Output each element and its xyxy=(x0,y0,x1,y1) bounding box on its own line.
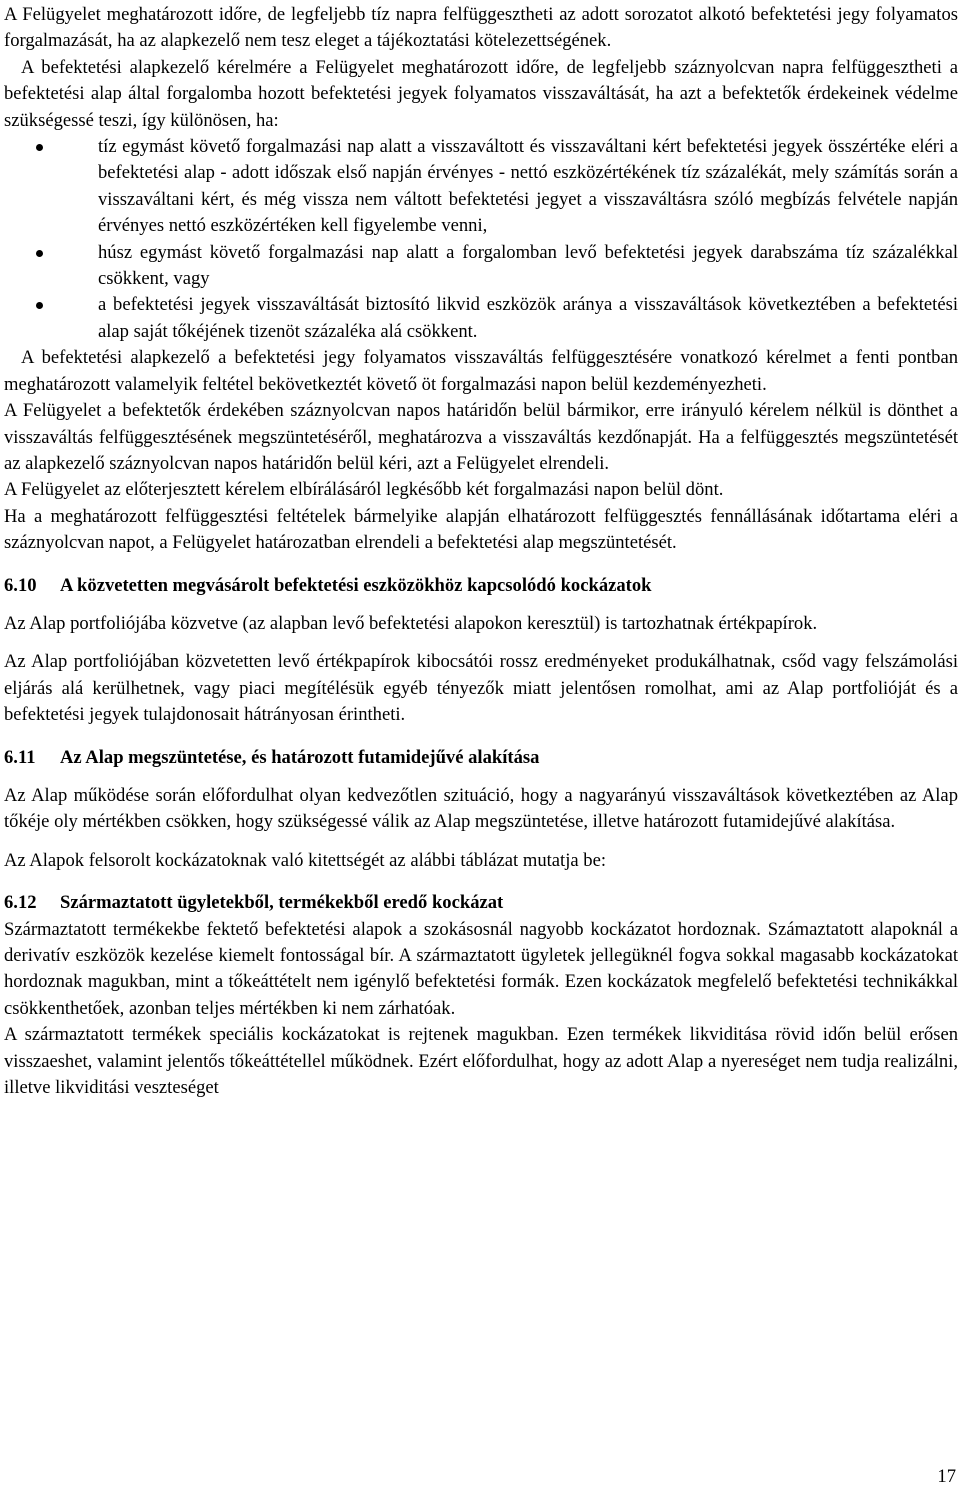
list-item xyxy=(98,292,958,345)
list-item xyxy=(98,134,958,240)
section-6-11-paragraph-1: Az Alap működése során előfordulhat olyan kedvezőtlen szituáció, hogy a nagyarányú visszaváltások következtében az Alap tőkéje oly mértékben csökken, hogy szükségessé válik az Alap megszüntetése, illetve határozott futamidejűvé alakítása. xyxy=(4,784,958,833)
section-6-10-paragraph-1: Az Alap portfoliójába közvetve (az alapban levő befektetési alapokon keresztül) is tartozhatnak értékpapírok. xyxy=(4,612,818,634)
bullet-icon xyxy=(36,250,43,257)
section-title: Az Alap megszüntetése, és határozott futamidejűvé alakítása xyxy=(60,746,540,768)
section-title: A közvetetten megvásárolt befektetési eszközökhöz kapcsolódó kockázatok xyxy=(60,574,652,596)
paragraph-suspension-ten-days: A Felügyelet meghatározott időre, de legfeljebb tíz napra felfüggesztheti az adott sorozatot alkotó befektetési jegy folyamatos forgalmazását, ha az alapkezelő nem tesz eleget a tájékoztatási kötelezettségének. xyxy=(4,4,958,52)
list-item-text: a befektetési jegyek visszaváltását biztosító likvid eszközök aránya a visszaváltások következtében a befektetési alap saját tőkéjének tizenöt százaléka alá csökkent. xyxy=(98,294,958,342)
list-item-text: tíz egymást követő forgalmazási nap alatt a visszaváltott és visszaváltani kért befektetési jegyek összértéke eléri a befektetési alap - adott időszak első napján érvényes - nettó eszközértékének tíz százalékát, mely számítás során a visszaváltani kért, és még vissza nem váltott befektetési jegyet a visszaváltásra szóló megbízás felvétele napján érvényes nettó eszközértéken kell figyelembe venni, xyxy=(98,136,958,237)
bullet-icon xyxy=(36,144,43,151)
paragraph-supervisor-decision: A Felügyelet a befektetők érdekében száznyolcvan napos határidőn belül bármikor, erre irányuló kérelem nélkül is dönthet a visszaváltás felfüggesztésének megszüntetéséről, meghatározva a visszaváltás kezdőnapját. Ha a felfüggesztés megszüntetését az alapkezelő száznyolcvan napos határidőn belül kéri, azt a Felügyelet elrendeli. xyxy=(4,400,958,474)
section-heading-6-11 xyxy=(4,745,958,771)
conditions-list xyxy=(4,134,958,345)
section-heading-6-12 xyxy=(4,890,958,916)
document-page xyxy=(4,2,958,1101)
paragraph-two-days: A Felügyelet az előterjesztett kérelem elbírálásáról legkésőbb két forgalmazási napon belül dönt. xyxy=(4,479,724,501)
section-6-12-paragraph-1: Származtatott termékekbe fektető befektetési alapok a szokásosnál nagyobb kockázatot hordoznak. Számaztatott alapoknál a derivatív eszközök kezelése kiemelt fontosságal bír. A származtatott ügyletek jellegüknél fogva sokkal magasabb kockázatokat hordoznak magukban, mint a tőkeáttételt nem igénylő befektetési formák. Ezen kockázatok megfelelő befektetési technikákkal csökkenthetőek, azonban teljes mértékben ki nem zárhatóak. xyxy=(4,918,958,1019)
section-number: 6.12 xyxy=(4,892,37,914)
paragraph-request-deadline: A befektetési alapkezelő a befektetési jegy folyamatos visszaváltás felfüggesztésére vonatkozó kérelmet a fenti pontban meghatározott valamelyik feltétel bekövetkeztét követő öt forgalmazási napon belül kezdeményezheti. xyxy=(4,347,958,395)
paragraph-fund-termination: Ha a meghatározott felfüggesztési feltételek bármelyike alapján elhatározott felfüggesztés fennállásának időtartama eléri a száznyolcvan napot, a Felügyelet határozatban elrendeli a befektetési alap megszüntetését. xyxy=(4,505,958,554)
section-heading-6-10 xyxy=(4,573,958,599)
bullet-icon xyxy=(36,302,43,309)
section-number: 6.11 xyxy=(4,746,36,768)
section-number: 6.10 xyxy=(4,574,37,596)
paragraph-suspension-180-days: A befektetési alapkezelő kérelmére a Felügyelet meghatározott időre, de legfeljebb száznyolcvan napra felfüggesztheti a befektetési alap által forgalomba hozott befektetési jegyek folyamatos visszaváltását, ha azt a befektetők érdekeinek védelme szükségessé teszi, így különösen, ha: xyxy=(4,56,958,131)
section-title: Származtatott ügyletekből, termékekből eredő kockázat xyxy=(60,892,504,914)
section-6-12-paragraph-2: A származtatott termékek speciális kockázatokat is rejtenek magukban. Ezen termékek likviditása rövid időn belül erősen visszaeshet, valamint jelentős tőkeáttétellel működnek. Ezért előfordulhat, hogy az adott Alap a nyereséget nem tudja realizálni, illetve likviditási veszteséget xyxy=(4,1024,958,1099)
section-6-10-paragraph-2: Az Alap portfoliójában közvetetten levő értékpapírok kibocsátói rossz eredményeket produkálhatnak, csőd vagy felszámolási eljárás alá kerülhetnek, vagy piaci megítélésük egyéb tényezők miatt jelentősen romolhat, ami az Alap portfolióját és a befektetési jegyek tulajdonosait hátrányosan érintheti. xyxy=(4,651,958,726)
list-item-text: húsz egymást követő forgalmazási nap alatt a forgalomban levő befektetési jegyek darabszáma tíz százalékkal csökkent, vagy xyxy=(98,241,958,290)
list-item xyxy=(98,240,958,293)
section-6-11-paragraph-2: Az Alapok felsorolt kockázatoknak való kitettségét az alábbi táblázat mutatja be: xyxy=(4,849,606,871)
page-number: 17 xyxy=(937,1466,956,1487)
